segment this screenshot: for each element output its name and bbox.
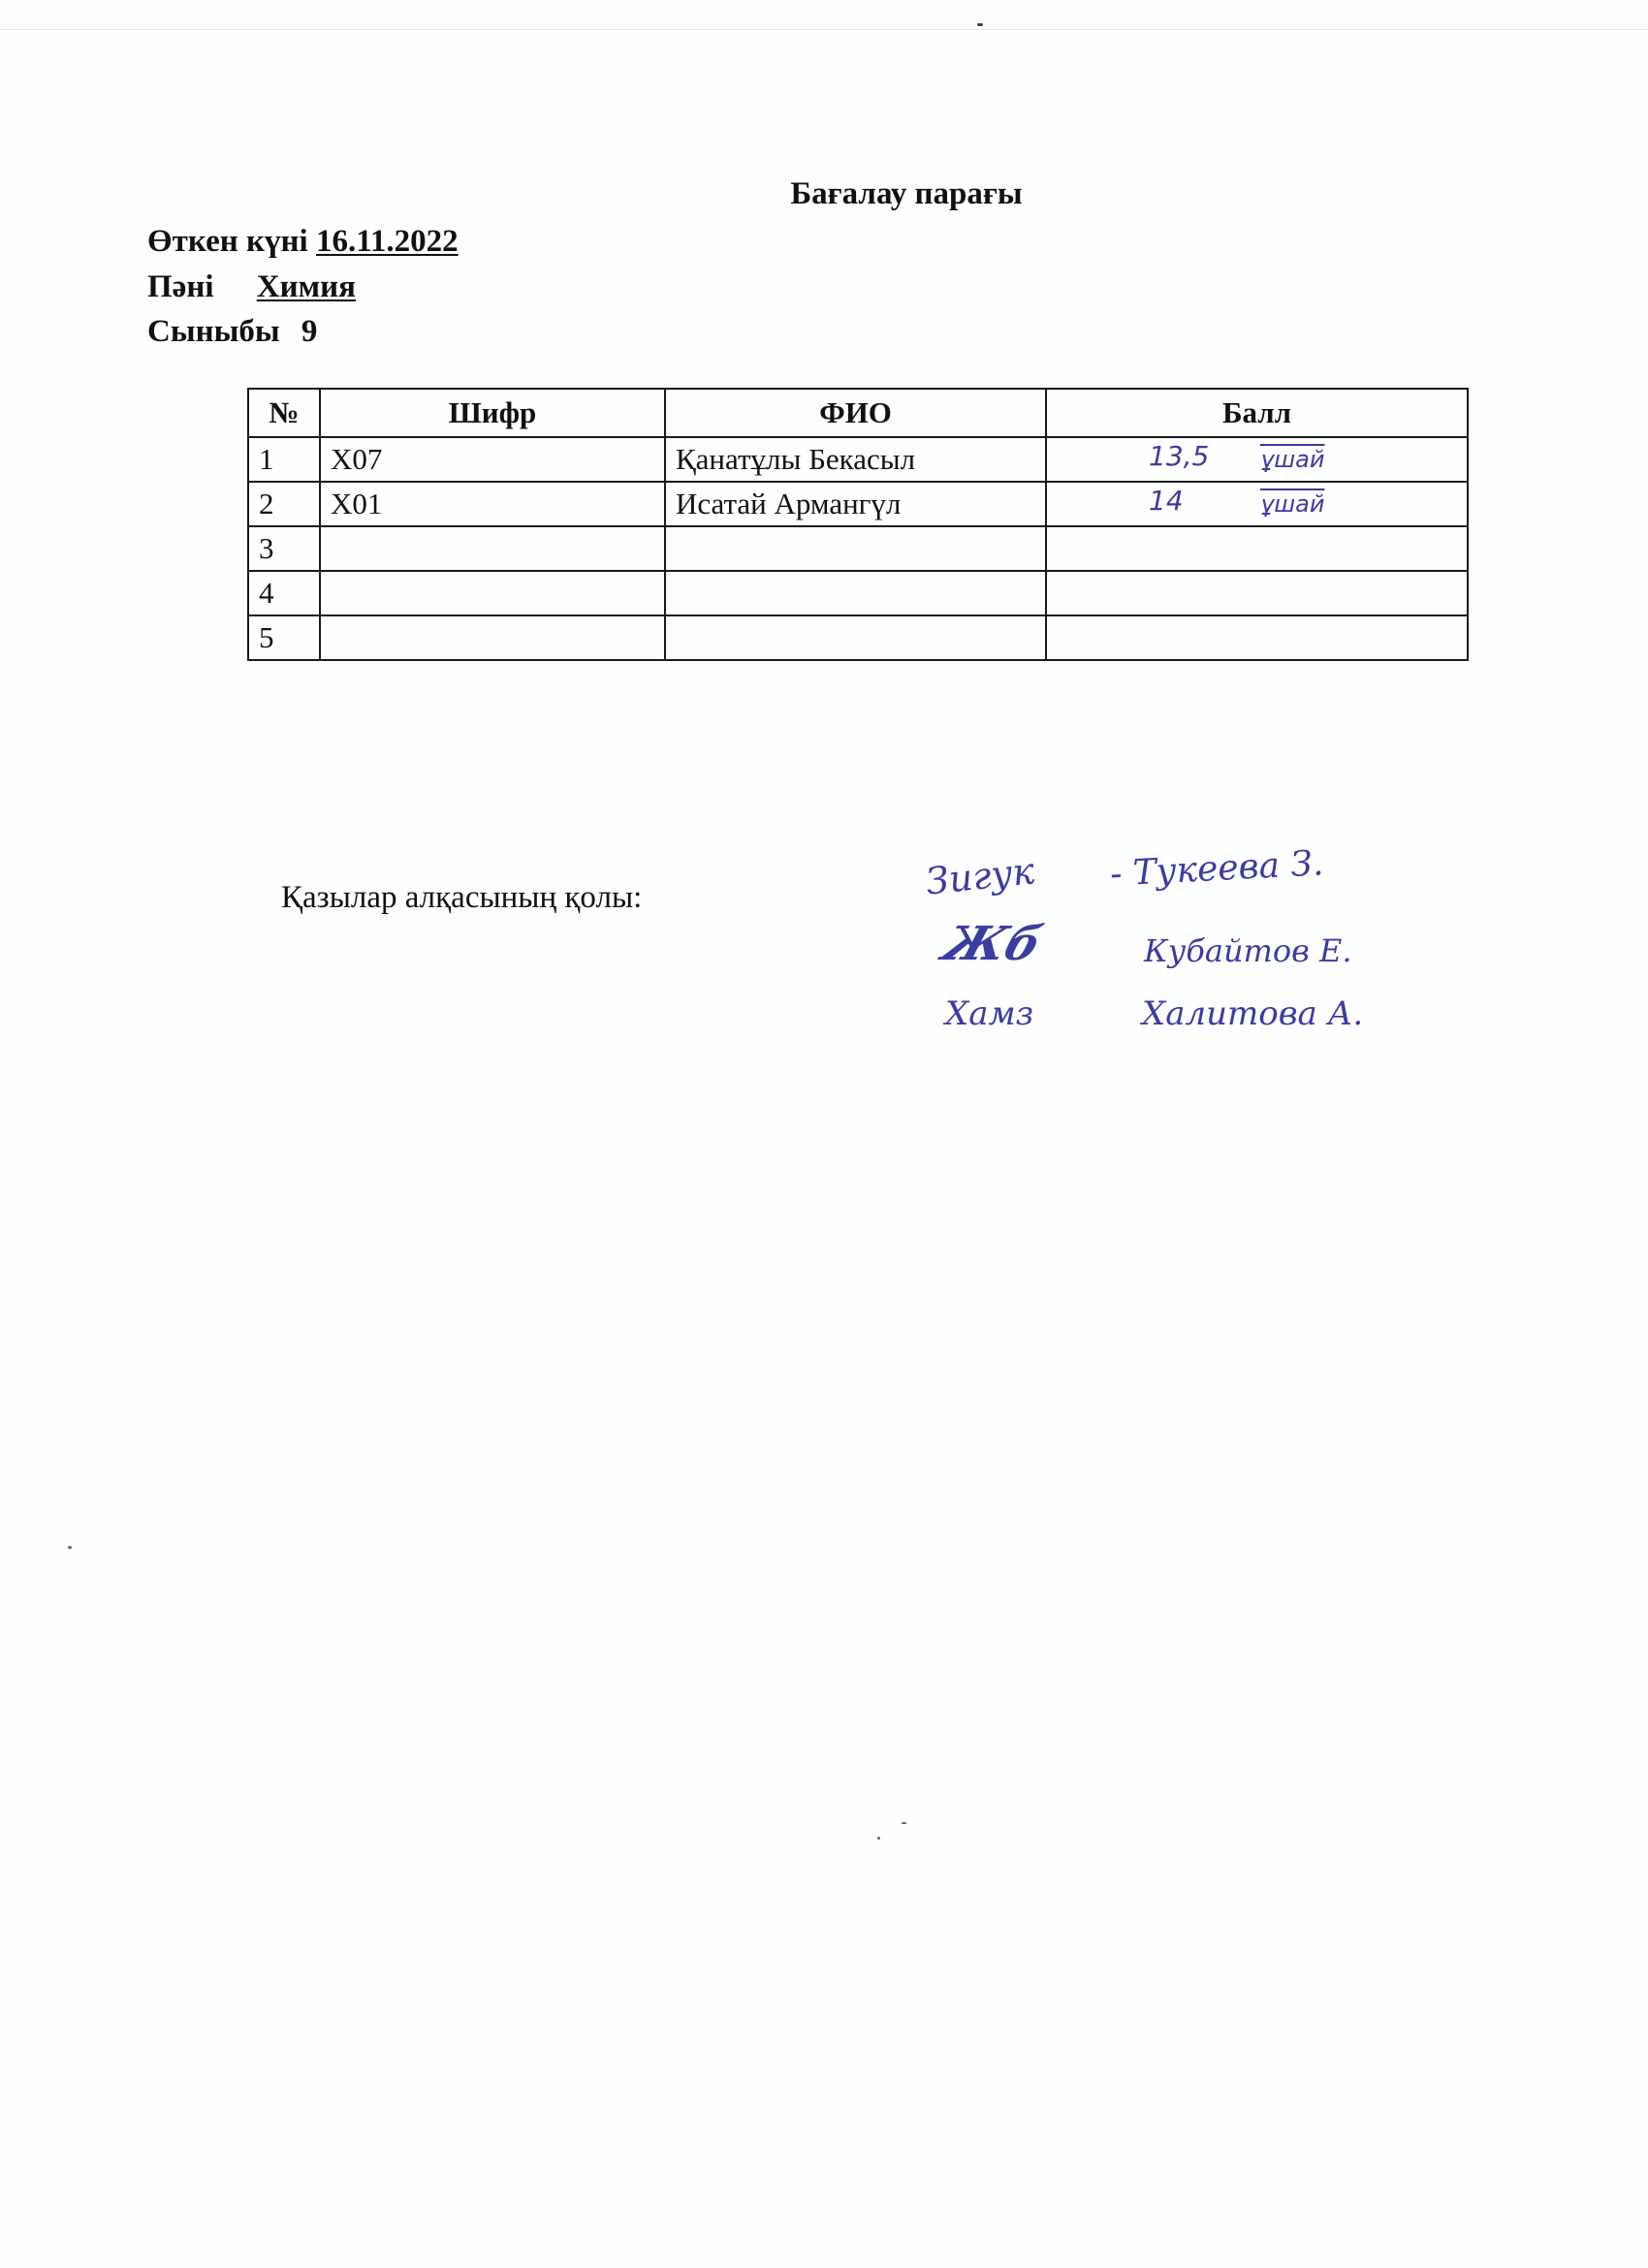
- scan-speck: [877, 1837, 880, 1840]
- scan-speck: [68, 1546, 72, 1549]
- signature-mark: Зигук: [924, 849, 1037, 903]
- row-number: 2: [248, 482, 320, 526]
- header-cipher: Шифр: [320, 389, 665, 437]
- jury-signature-label: Қазылар алқасының қолы:: [281, 880, 643, 915]
- row-score-cell: [1046, 482, 1468, 526]
- table-header-row: [248, 389, 1468, 437]
- signature-name: Кубайтов Е.: [1144, 932, 1352, 969]
- signature-name: Халитова А.: [1142, 994, 1364, 1033]
- handwritten-score-word: ұшай: [1260, 446, 1325, 473]
- row-cipher: [320, 571, 665, 615]
- handwritten-score: 13,5: [1149, 440, 1210, 472]
- signature-name: - Тукеева З.: [1109, 843, 1325, 895]
- grade-value: 9: [301, 314, 318, 349]
- row-number: 3: [248, 526, 320, 571]
- row-score-cell: [1046, 571, 1468, 615]
- header-score: Балл: [1046, 389, 1468, 437]
- row-name: [665, 615, 1046, 660]
- page-top-edge: [0, 29, 1648, 30]
- date-value: 16.11.2022: [315, 224, 459, 259]
- row-cipher: [320, 526, 665, 571]
- handwritten-score-word: ұшай: [1260, 490, 1325, 518]
- grades-table: [247, 388, 1469, 661]
- table-row: [248, 482, 1468, 526]
- row-cipher: [320, 615, 665, 660]
- table-row: [248, 615, 1468, 660]
- subject-line: [147, 268, 356, 306]
- row-number: 4: [248, 571, 320, 615]
- table-row: [248, 526, 1468, 571]
- grade-label: Сыныбы: [147, 314, 280, 349]
- scan-speck: [902, 1822, 906, 1824]
- row-score-cell: [1046, 526, 1468, 571]
- row-name: [665, 526, 1046, 571]
- row-score-cell: [1046, 437, 1468, 482]
- row-cipher: X07: [320, 437, 665, 482]
- row-cipher: X01: [320, 482, 665, 526]
- document-title: Бағалау парағы: [790, 176, 1023, 211]
- subject-value: Химия: [256, 269, 356, 304]
- header-name: ФИО: [665, 389, 1046, 437]
- handwritten-score: 14: [1149, 485, 1184, 517]
- table-row: [248, 437, 1468, 482]
- grade-line: [147, 312, 317, 351]
- scan-mark: [977, 23, 983, 26]
- row-score-cell: [1046, 615, 1468, 660]
- row-number: 1: [248, 437, 320, 482]
- row-name: [665, 571, 1046, 615]
- signature-mark: Жб: [935, 917, 1049, 971]
- row-number: 5: [248, 615, 320, 660]
- subject-label: Пәні: [147, 269, 214, 304]
- row-name: Исатай Армангүл: [665, 482, 1046, 526]
- date-label: Өткен күні: [147, 224, 308, 259]
- table-row: [248, 571, 1468, 615]
- signature-mark: Хамз: [945, 994, 1034, 1033]
- date-line: [147, 222, 459, 261]
- row-name: Қанатұлы Бекасыл: [665, 437, 1046, 482]
- header-number: №: [248, 389, 320, 437]
